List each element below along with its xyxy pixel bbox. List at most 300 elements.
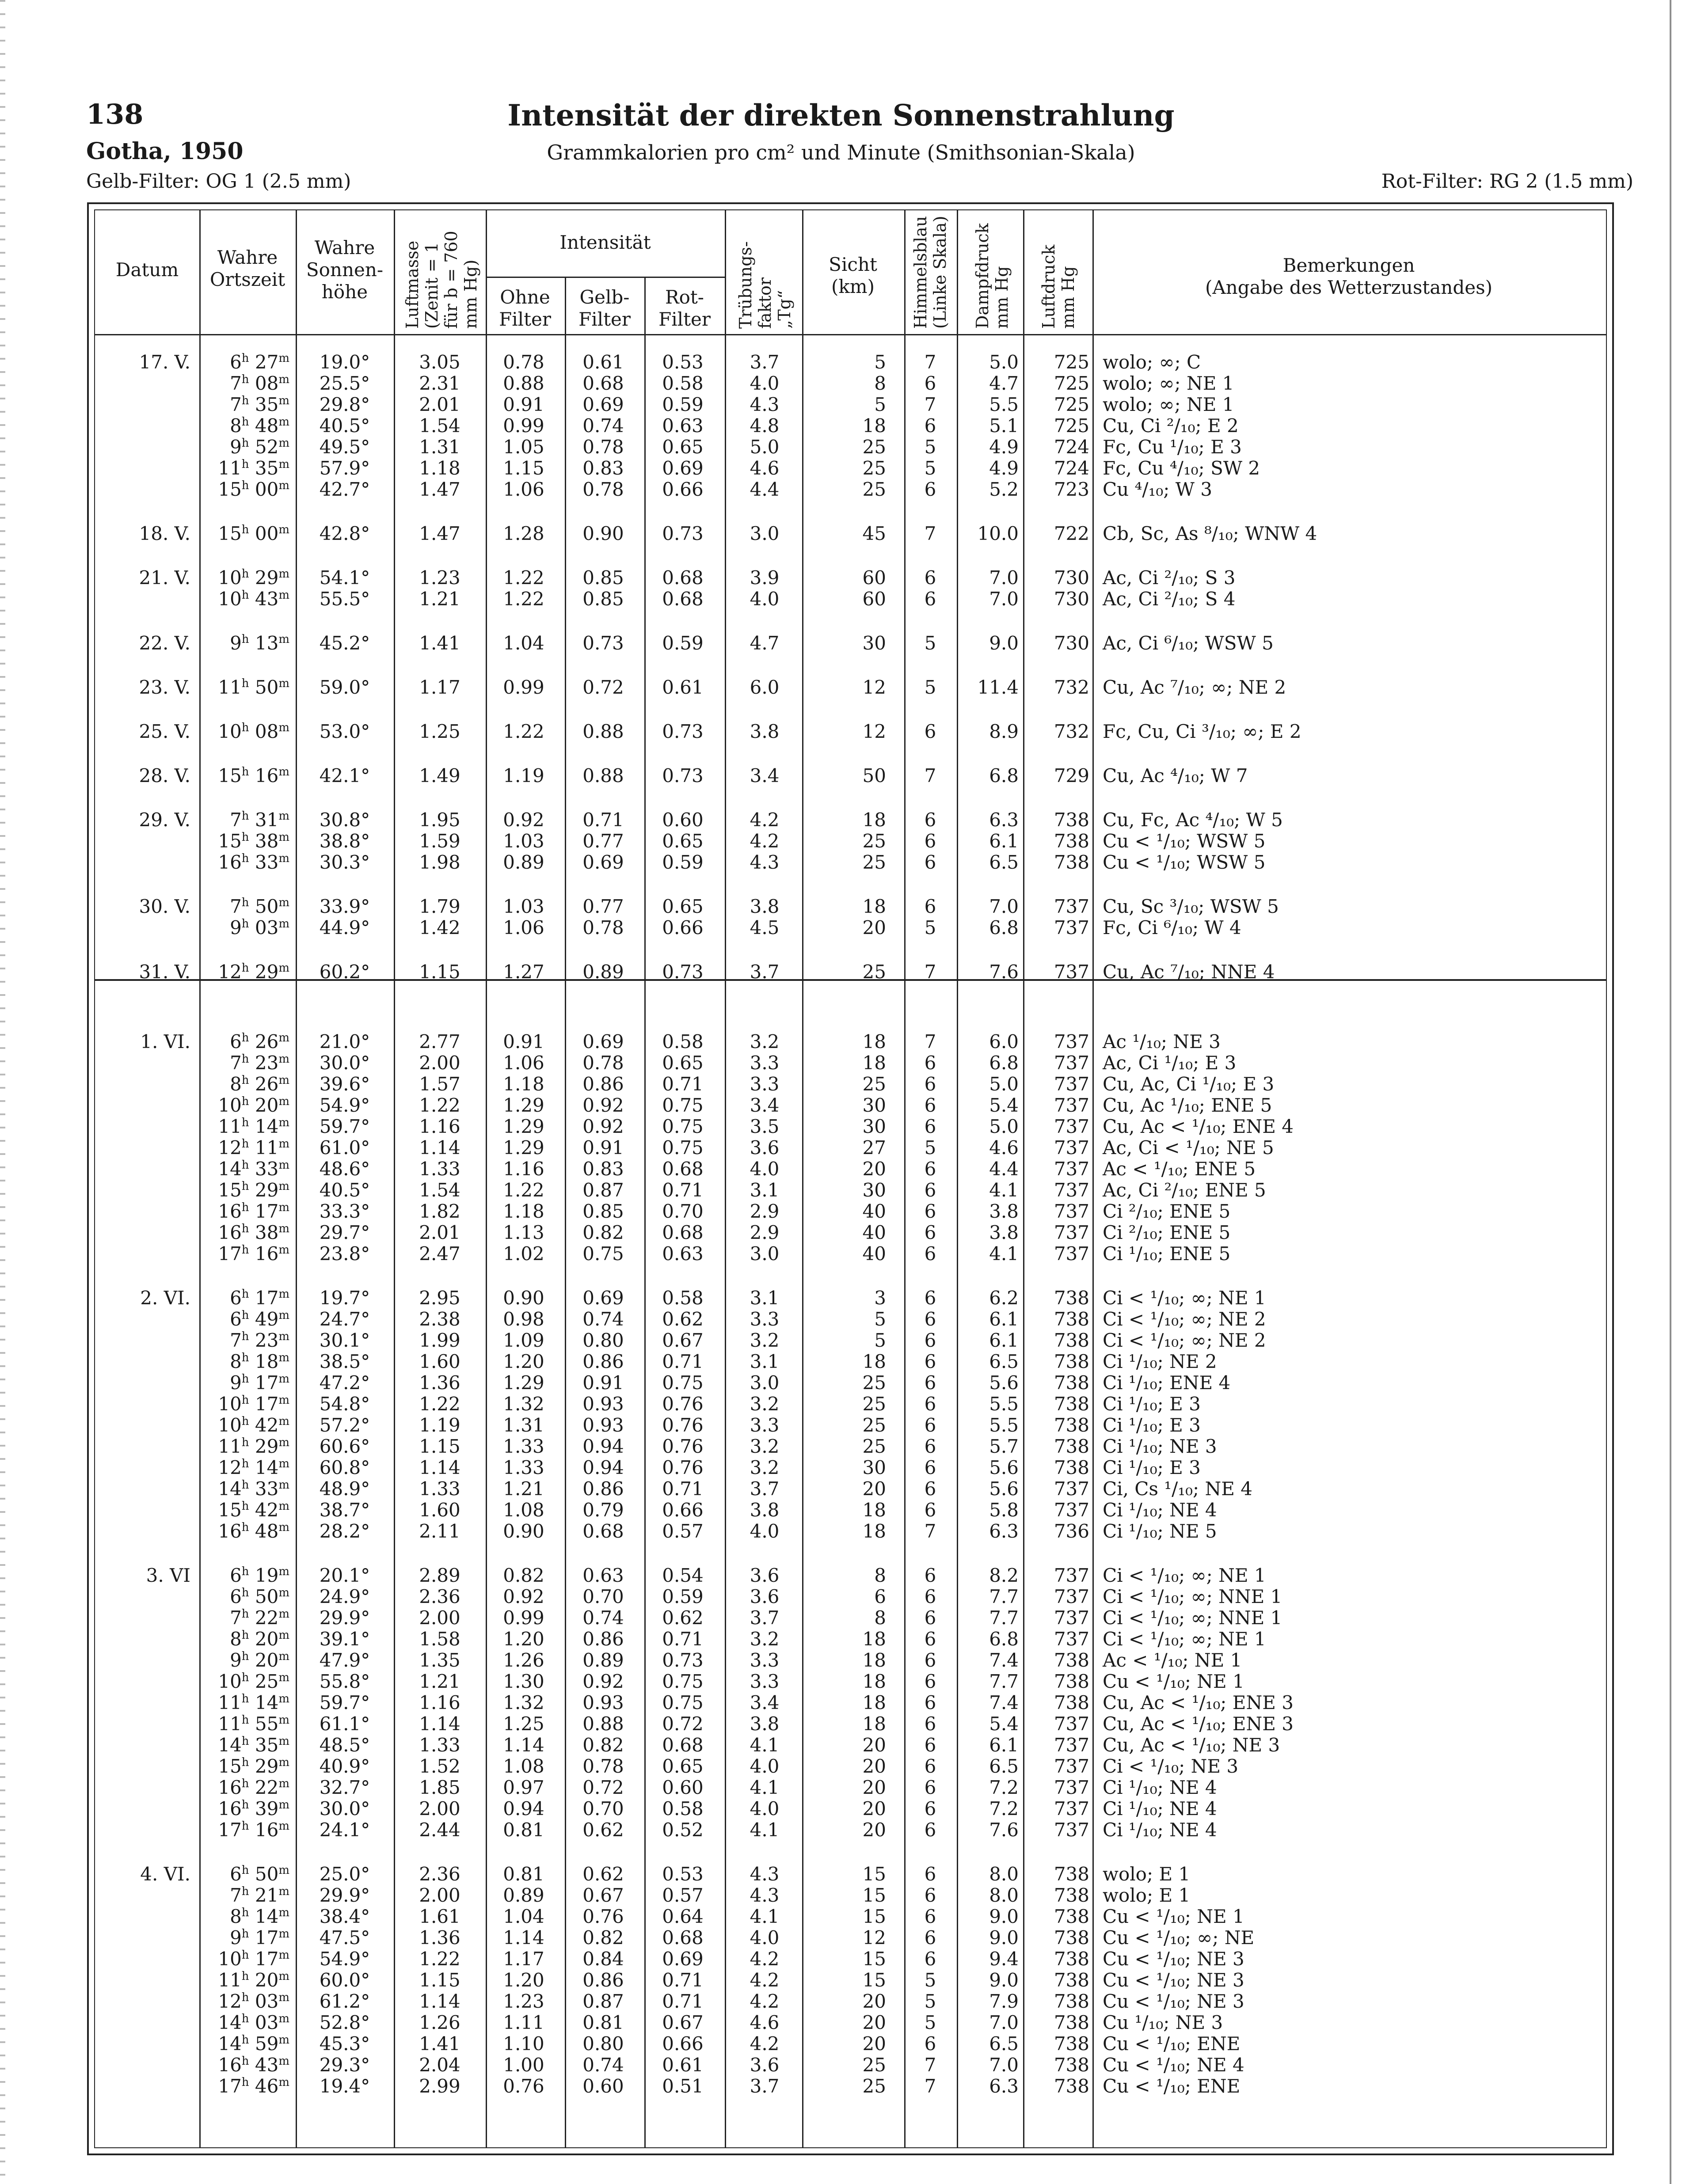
cell-luft: 738: [1054, 1287, 1089, 1309]
cell-luft: 730: [1054, 588, 1089, 610]
col-header-bemerkungen: Bemerkungen: [1282, 254, 1415, 276]
cell-rem: Cu < ¹/₁₀; NE 3: [1103, 1969, 1244, 1991]
table-row: [95, 2012, 1606, 2033]
cell-sun: 48.6°: [319, 1158, 370, 1180]
cell-hour: 8: [230, 1073, 242, 1095]
cell-dampf: 6.5: [989, 851, 1019, 873]
cell-rot: 0.69: [662, 1948, 704, 1970]
cell-luft: 738: [1054, 1351, 1089, 1372]
cell-hour: 12: [218, 961, 242, 983]
cell-rot: 0.65: [662, 1755, 704, 1777]
cell-rot: 0.71: [662, 1990, 704, 2012]
cell-air: 2.89: [419, 1565, 460, 1586]
cell-gelb: 0.86: [582, 1628, 624, 1650]
cell-rem: Ci < ¹/₁₀; ∞; NNE 1: [1103, 1607, 1282, 1629]
cell-air: 2.04: [419, 2054, 460, 2076]
cell-luft: 737: [1054, 1158, 1089, 1180]
cell-ortszeit: 14$^h$ 33$^m$: [218, 1158, 289, 1180]
cell-sicht: 27: [862, 1137, 886, 1158]
cell-gelb: 0.67: [582, 1884, 624, 1906]
cell-rem: Cu < ¹/₁₀; ∞; NE: [1103, 1927, 1255, 1949]
cell-ohne: 0.98: [503, 1308, 544, 1330]
cell-ohne: 0.82: [503, 1565, 544, 1586]
cell-hour: 10: [218, 721, 242, 742]
cell-ortszeit: 15$^h$ 00$^m$: [218, 523, 289, 544]
cell-blau: 7: [924, 1031, 936, 1052]
cell-minute: 52: [249, 436, 279, 458]
cell-sun: 24.1°: [319, 1819, 370, 1841]
cell-rot: 0.58: [662, 1031, 704, 1052]
cell-gelb: 0.74: [582, 1308, 624, 1330]
cell-ohne: 0.81: [503, 1819, 544, 1841]
cell-air: 1.47: [419, 523, 460, 544]
cell-blau: 5: [924, 917, 936, 938]
cell-sicht: 50: [862, 765, 886, 786]
cell-hour: 11: [218, 1713, 242, 1735]
cell-blau: 6: [924, 1052, 936, 1074]
cell-minute: 14: [249, 1116, 279, 1137]
cell-tg: 4.1: [750, 1777, 780, 1798]
cell-dampf: 5.1: [989, 415, 1019, 437]
cell-rot: 0.71: [662, 1073, 704, 1095]
cell-dampf: 6.8: [989, 765, 1019, 786]
cell-sun: 24.9°: [319, 1586, 370, 1607]
cell-gelb: 0.91: [582, 1372, 624, 1394]
cell-blau: 7: [924, 2054, 936, 2076]
cell-sicht: 20: [862, 2012, 886, 2033]
cell-ortszeit: 11$^h$ 20$^m$: [218, 1969, 289, 1991]
cell-minute: 35: [249, 1734, 279, 1756]
cell-tg: 4.1: [750, 1819, 780, 1841]
cell-rem: Ci ¹/₁₀; ENE 5: [1103, 1243, 1231, 1265]
cell-dampf: 5.6: [989, 1372, 1019, 1394]
cell-gelb: 0.87: [582, 1990, 624, 2012]
cell-ortszeit: 7$^h$ 23$^m$: [230, 1329, 289, 1351]
cell-gelb: 0.77: [582, 830, 624, 852]
cell-luft: 737: [1054, 1094, 1089, 1116]
cell-ortszeit: 8$^h$ 20$^m$: [230, 1628, 289, 1650]
cell-gelb: 0.70: [582, 1798, 624, 1819]
cell-ortszeit: 14$^h$ 35$^m$: [218, 1734, 289, 1756]
cell-air: 2.36: [419, 1863, 460, 1885]
cell-air: 1.58: [419, 1628, 460, 1650]
cell-air: 1.21: [419, 588, 460, 610]
cell-rem: Ci ¹/₁₀; ENE 4: [1103, 1372, 1231, 1394]
yellow-filter-note: Gelb-Filter: OG 1 (2.5 mm): [86, 170, 351, 193]
cell-ortszeit: 10$^h$ 08$^m$: [218, 721, 289, 742]
cell-ohne: 1.02: [503, 1243, 544, 1265]
cell-luft: 738: [1054, 1414, 1089, 1436]
cell-luft: 724: [1054, 457, 1089, 479]
cell-ortszeit: 12$^h$ 14$^m$: [218, 1457, 289, 1478]
cell-rot: 0.63: [662, 415, 704, 437]
cell-blau: 6: [924, 1243, 936, 1265]
cell-tg: 4.2: [750, 1969, 780, 1991]
cell-gelb: 0.90: [582, 523, 624, 544]
cell-tg: 4.3: [750, 1884, 780, 1906]
cell-air: 2.01: [419, 1222, 460, 1243]
table-row: [95, 458, 1606, 479]
cell-air: 1.57: [419, 1073, 460, 1095]
cell-rem: Fc, Cu ¹/₁₀; E 3: [1103, 436, 1242, 458]
cell-dampf: 6.0: [989, 1031, 1019, 1052]
col-header-gelb-filter: Gelb-Filter: [578, 286, 631, 330]
cell-rem: Cu < ¹/₁₀; NE 1: [1103, 1906, 1244, 1927]
cell-luft: 730: [1054, 567, 1089, 589]
cell-rem: Cu, Ac, Ci ¹/₁₀; E 3: [1103, 1073, 1275, 1095]
cell-dampf: 4.9: [989, 436, 1019, 458]
cell-ohne: 0.89: [503, 1884, 544, 1906]
cell-ortszeit: 10$^h$ 17$^m$: [218, 1948, 289, 1970]
cell-minute: 48: [249, 1520, 279, 1542]
cell-sun: 38.7°: [319, 1499, 370, 1521]
cell-air: 2.00: [419, 1052, 460, 1074]
cell-rem: Ci < ¹/₁₀; ∞; NNE 1: [1103, 1586, 1282, 1607]
cell-tg: 3.1: [750, 1287, 780, 1309]
cell-ohne: 0.78: [503, 351, 544, 373]
cell-minute: 00: [249, 523, 279, 544]
cell-gelb: 0.72: [582, 1777, 624, 1798]
cell-sicht: 25: [862, 436, 886, 458]
cell-ohne: 1.23: [503, 1990, 544, 2012]
cell-blau: 6: [924, 1158, 936, 1180]
cell-rot: 0.62: [662, 1308, 704, 1330]
cell-luft: 737: [1054, 961, 1089, 983]
cell-sun: 49.5°: [319, 436, 370, 458]
cell-dampf: 4.1: [989, 1243, 1019, 1265]
cell-sun: 55.8°: [319, 1671, 370, 1692]
cell-minute: 43: [249, 588, 279, 610]
cell-sun: 42.1°: [319, 765, 370, 786]
cell-sicht: 5: [874, 1329, 886, 1351]
cell-sicht: 25: [862, 961, 886, 983]
cell-sicht: 45: [862, 523, 886, 544]
table-row: [95, 352, 1606, 373]
cell-dampf: 5.6: [989, 1478, 1019, 1500]
intensity-rule: [486, 277, 725, 278]
cell-ohne: 1.29: [503, 1094, 544, 1116]
cell-sicht: 60: [862, 588, 886, 610]
cell-ortszeit: 6$^h$ 27$^m$: [230, 351, 289, 373]
cell-date: 17. V.: [139, 351, 190, 373]
cell-rem: wolo; ∞; NE 1: [1103, 394, 1234, 415]
cell-blau: 6: [924, 1393, 936, 1415]
cell-rot: 0.68: [662, 1222, 704, 1243]
cell-sun: 29.7°: [319, 1222, 370, 1243]
cell-tg: 4.1: [750, 1734, 780, 1756]
cell-tg: 4.0: [750, 1158, 780, 1180]
cell-dampf: 5.4: [989, 1713, 1019, 1735]
cell-tg: 4.2: [750, 830, 780, 852]
cell-ohne: 1.21: [503, 1478, 544, 1500]
table-row: [95, 917, 1606, 938]
cell-minute: 49: [249, 1308, 279, 1330]
cell-minute: 16: [249, 1819, 279, 1841]
cell-rem: Ci < ¹/₁₀; ∞; NE 2: [1103, 1308, 1266, 1330]
cell-rem: Cu < ¹/₁₀; NE 1: [1103, 1671, 1244, 1692]
cell-air: 1.23: [419, 567, 460, 589]
cell-air: 1.54: [419, 415, 460, 437]
cell-rot: 0.66: [662, 1499, 704, 1521]
cell-rot: 0.75: [662, 1372, 704, 1394]
cell-air: 1.15: [419, 1969, 460, 1991]
cell-blau: 6: [924, 1649, 936, 1671]
cell-hour: 15: [218, 1179, 242, 1201]
cell-tg: 3.4: [750, 765, 780, 786]
cell-sicht: 12: [862, 676, 886, 698]
cell-rot: 0.73: [662, 721, 704, 742]
cell-sicht: 18: [862, 809, 886, 831]
cell-gelb: 0.68: [582, 1520, 624, 1542]
cell-rem: Cu, Ac ⁷/₁₀; NNE 4: [1103, 961, 1275, 983]
cell-tg: 3.3: [750, 1649, 780, 1671]
cell-dampf: 5.5: [989, 394, 1019, 415]
cell-hour: 12: [218, 1137, 242, 1158]
table-row: [95, 1415, 1606, 1436]
cell-hour: 14: [218, 1478, 242, 1500]
cell-ohne: 0.97: [503, 1777, 544, 1798]
table-row: [95, 589, 1606, 610]
cell-sicht: 18: [862, 415, 886, 437]
cell-luft: 738: [1054, 1457, 1089, 1478]
cell-gelb: 0.69: [582, 394, 624, 415]
cell-air: 1.14: [419, 1990, 460, 2012]
cell-ohne: 0.99: [503, 1607, 544, 1629]
cell-hour: 17: [218, 1819, 242, 1841]
cell-luft: 732: [1054, 721, 1089, 742]
cell-blau: 6: [924, 1414, 936, 1436]
cell-minute: 25: [249, 1671, 279, 1692]
cell-date: 18. V.: [139, 523, 190, 544]
cell-dampf: 4.4: [989, 1158, 1019, 1180]
cell-rem: Cu, Ac < ¹/₁₀; ENE 3: [1103, 1692, 1294, 1713]
cell-tg: 3.1: [750, 1351, 780, 1372]
cell-tg: 4.0: [750, 1927, 780, 1949]
cell-luft: 724: [1054, 436, 1089, 458]
cell-sicht: 25: [862, 2054, 886, 2076]
cell-blau: 5: [924, 1990, 936, 2012]
cell-blau: 6: [924, 1692, 936, 1713]
cell-tg: 4.6: [750, 457, 780, 479]
cell-luft: 738: [1054, 1372, 1089, 1394]
cell-rem: Ac < ¹/₁₀; ENE 5: [1103, 1158, 1256, 1180]
cell-tg: 3.0: [750, 1243, 780, 1265]
cell-blau: 6: [924, 2033, 936, 2055]
cell-air: 1.15: [419, 961, 460, 983]
cell-dampf: 8.2: [989, 1565, 1019, 1586]
cell-sun: 54.8°: [319, 1393, 370, 1415]
cell-sun: 23.8°: [319, 1243, 370, 1265]
cell-gelb: 0.93: [582, 1393, 624, 1415]
cell-tg: 3.7: [750, 1478, 780, 1500]
cell-ohne: 1.20: [503, 1351, 544, 1372]
cell-sicht: 30: [862, 1179, 886, 1201]
cell-tg: 4.0: [750, 588, 780, 610]
cell-hour: 14: [218, 2033, 242, 2055]
cell-hour: 9: [230, 1927, 242, 1949]
cell-luft: 737: [1054, 1777, 1089, 1798]
cell-sicht: 30: [862, 1457, 886, 1478]
cell-ohne: 0.91: [503, 1031, 544, 1052]
cell-ortszeit: 6$^h$ 50$^m$: [230, 1586, 289, 1607]
cell-rem: wolo; E 1: [1103, 1863, 1191, 1885]
cell-dampf: 5.0: [989, 1073, 1019, 1095]
cell-rem: Ci ¹/₁₀; NE 5: [1103, 1520, 1217, 1542]
cell-minute: 27: [249, 351, 279, 373]
cell-minute: 16: [249, 1243, 279, 1265]
cell-ohne: 1.13: [503, 1222, 544, 1243]
cell-sun: 42.7°: [319, 479, 370, 500]
cell-minute: 35: [249, 394, 279, 415]
cell-hour: 16: [218, 2054, 242, 2076]
cell-dampf: 5.8: [989, 1499, 1019, 1521]
cell-air: 1.22: [419, 1393, 460, 1415]
cell-ortszeit: 12$^h$ 03$^m$: [218, 1990, 289, 2012]
cell-rot: 0.57: [662, 1520, 704, 1542]
cell-gelb: 0.85: [582, 588, 624, 610]
cell-sun: 29.8°: [319, 394, 370, 415]
cell-luft: 737: [1054, 1565, 1089, 1586]
cell-gelb: 0.89: [582, 961, 624, 983]
cell-ohne: 0.81: [503, 1863, 544, 1885]
cell-rot: 0.73: [662, 961, 704, 983]
cell-hour: 7: [230, 1607, 242, 1629]
cell-air: 1.17: [419, 676, 460, 698]
cell-rem: Cu < ¹/₁₀; NE 3: [1103, 1990, 1244, 2012]
cell-blau: 6: [924, 1884, 936, 1906]
cell-blau: 6: [924, 1755, 936, 1777]
cell-gelb: 0.82: [582, 1734, 624, 1756]
cell-blau: 6: [924, 809, 936, 831]
cell-date: 1. VI.: [140, 1031, 190, 1052]
cell-date: 21. V.: [139, 567, 190, 589]
cell-hour: 8: [230, 1906, 242, 1927]
cell-blau: 6: [924, 1906, 936, 1927]
cell-gelb: 0.82: [582, 1927, 624, 1949]
cell-ortszeit: 15$^h$ 29$^m$: [218, 1179, 289, 1201]
cell-dampf: 7.0: [989, 896, 1019, 917]
cell-sicht: 8: [874, 1565, 886, 1586]
cell-tg: 4.0: [750, 1520, 780, 1542]
cell-blau: 7: [924, 523, 936, 544]
cell-rot: 0.58: [662, 1798, 704, 1819]
cell-ortszeit: 10$^h$ 20$^m$: [218, 1094, 289, 1116]
cell-rem: Fc, Cu, Ci ³/₁₀; ∞; E 2: [1103, 721, 1301, 742]
cell-sicht: 18: [862, 896, 886, 917]
cell-luft: 732: [1054, 676, 1089, 698]
cell-gelb: 0.93: [582, 1692, 624, 1713]
cell-ortszeit: 8$^h$ 18$^m$: [230, 1351, 289, 1372]
cell-blau: 6: [924, 1222, 936, 1243]
cell-blau: 6: [924, 1478, 936, 1500]
cell-minute: 23: [249, 1052, 279, 1074]
cell-dampf: 5.2: [989, 479, 1019, 500]
cell-dampf: 4.6: [989, 1137, 1019, 1158]
cell-luft: 738: [1054, 1692, 1089, 1713]
cell-blau: 6: [924, 1436, 936, 1457]
cell-dampf: 7.2: [989, 1777, 1019, 1798]
cell-blau: 6: [924, 896, 936, 917]
cell-luft: 737: [1054, 1052, 1089, 1074]
cell-sun: 19.0°: [319, 351, 370, 373]
cell-minute: 29: [249, 961, 279, 983]
cell-ortszeit: 11$^h$ 35$^m$: [218, 457, 289, 479]
cell-luft: 737: [1054, 1137, 1089, 1158]
cell-ortszeit: 16$^h$ 17$^m$: [218, 1200, 289, 1222]
cell-blau: 6: [924, 1499, 936, 1521]
cell-luft: 738: [1054, 1863, 1089, 1885]
cell-rot: 0.58: [662, 1287, 704, 1309]
cell-hour: 7: [230, 1884, 242, 1906]
cell-luft: 737: [1054, 1798, 1089, 1819]
cell-rem: wolo; ∞; C: [1103, 351, 1201, 373]
cell-hour: 15: [218, 1499, 242, 1521]
cell-gelb: 0.68: [582, 372, 624, 394]
cell-rem: Ci ¹/₁₀; NE 4: [1103, 1777, 1217, 1798]
cell-minute: 33: [249, 1158, 279, 1180]
cell-dampf: 5.7: [989, 1436, 1019, 1457]
cell-ohne: 1.30: [503, 1671, 544, 1692]
cell-date: 2. VI.: [140, 1287, 190, 1309]
cell-ohne: 1.10: [503, 2033, 544, 2055]
cell-air: 2.00: [419, 1798, 460, 1819]
cell-sicht: 18: [862, 1628, 886, 1650]
cell-rot: 0.61: [662, 2054, 704, 2076]
cell-ortszeit: 7$^h$ 35$^m$: [230, 394, 289, 415]
cell-air: 1.60: [419, 1499, 460, 1521]
table-row: [95, 831, 1606, 852]
cell-rem: wolo; ∞; NE 1: [1103, 372, 1234, 394]
col-header-sonnenhoehe: Wahre Sonnen-höhe: [306, 237, 384, 303]
cell-sun: 57.2°: [319, 1414, 370, 1436]
cell-luft: 738: [1054, 1393, 1089, 1415]
cell-ohne: 1.15: [503, 457, 544, 479]
cell-ohne: 1.06: [503, 1052, 544, 1074]
cell-luft: 737: [1054, 1819, 1089, 1841]
cell-rot: 0.64: [662, 1906, 704, 1927]
table-row: [95, 1201, 1606, 1222]
cell-sicht: 12: [862, 721, 886, 742]
cell-rot: 0.62: [662, 1607, 704, 1629]
cell-ortszeit: 16$^h$ 48$^m$: [218, 1520, 289, 1542]
cell-sun: 60.6°: [319, 1436, 370, 1457]
cell-minute: 17: [249, 1200, 279, 1222]
cell-ortszeit: 16$^h$ 43$^m$: [218, 2054, 289, 2076]
table-row: [95, 1309, 1606, 1330]
table-row: [95, 1095, 1606, 1116]
table-row: [95, 1713, 1606, 1735]
table-row: [95, 896, 1606, 917]
cell-sun: 45.2°: [319, 632, 370, 654]
cell-dampf: 9.0: [989, 1927, 1019, 1949]
cell-sicht: 20: [862, 1478, 886, 1500]
cell-minute: 14: [249, 1906, 279, 1927]
cell-rem: Cu, Ac < ¹/₁₀; ENE 3: [1103, 1713, 1294, 1735]
cell-rot: 0.63: [662, 1243, 704, 1265]
table-row: [95, 961, 1606, 983]
cell-minute: 22: [249, 1777, 279, 1798]
cell-sun: 29.9°: [319, 1884, 370, 1906]
cell-tg: 3.7: [750, 1607, 780, 1629]
table-row: [95, 1991, 1606, 2012]
cell-air: 1.60: [419, 1351, 460, 1372]
cell-sun: 60.2°: [319, 961, 370, 983]
table-row: [95, 1671, 1606, 1692]
cell-dampf: 7.9: [989, 1990, 1019, 2012]
cell-ortszeit: 10$^h$ 42$^m$: [218, 1414, 289, 1436]
col-header-truebung: Trübungs- faktor „Tg“: [736, 241, 794, 329]
cell-tg: 3.8: [750, 721, 780, 742]
